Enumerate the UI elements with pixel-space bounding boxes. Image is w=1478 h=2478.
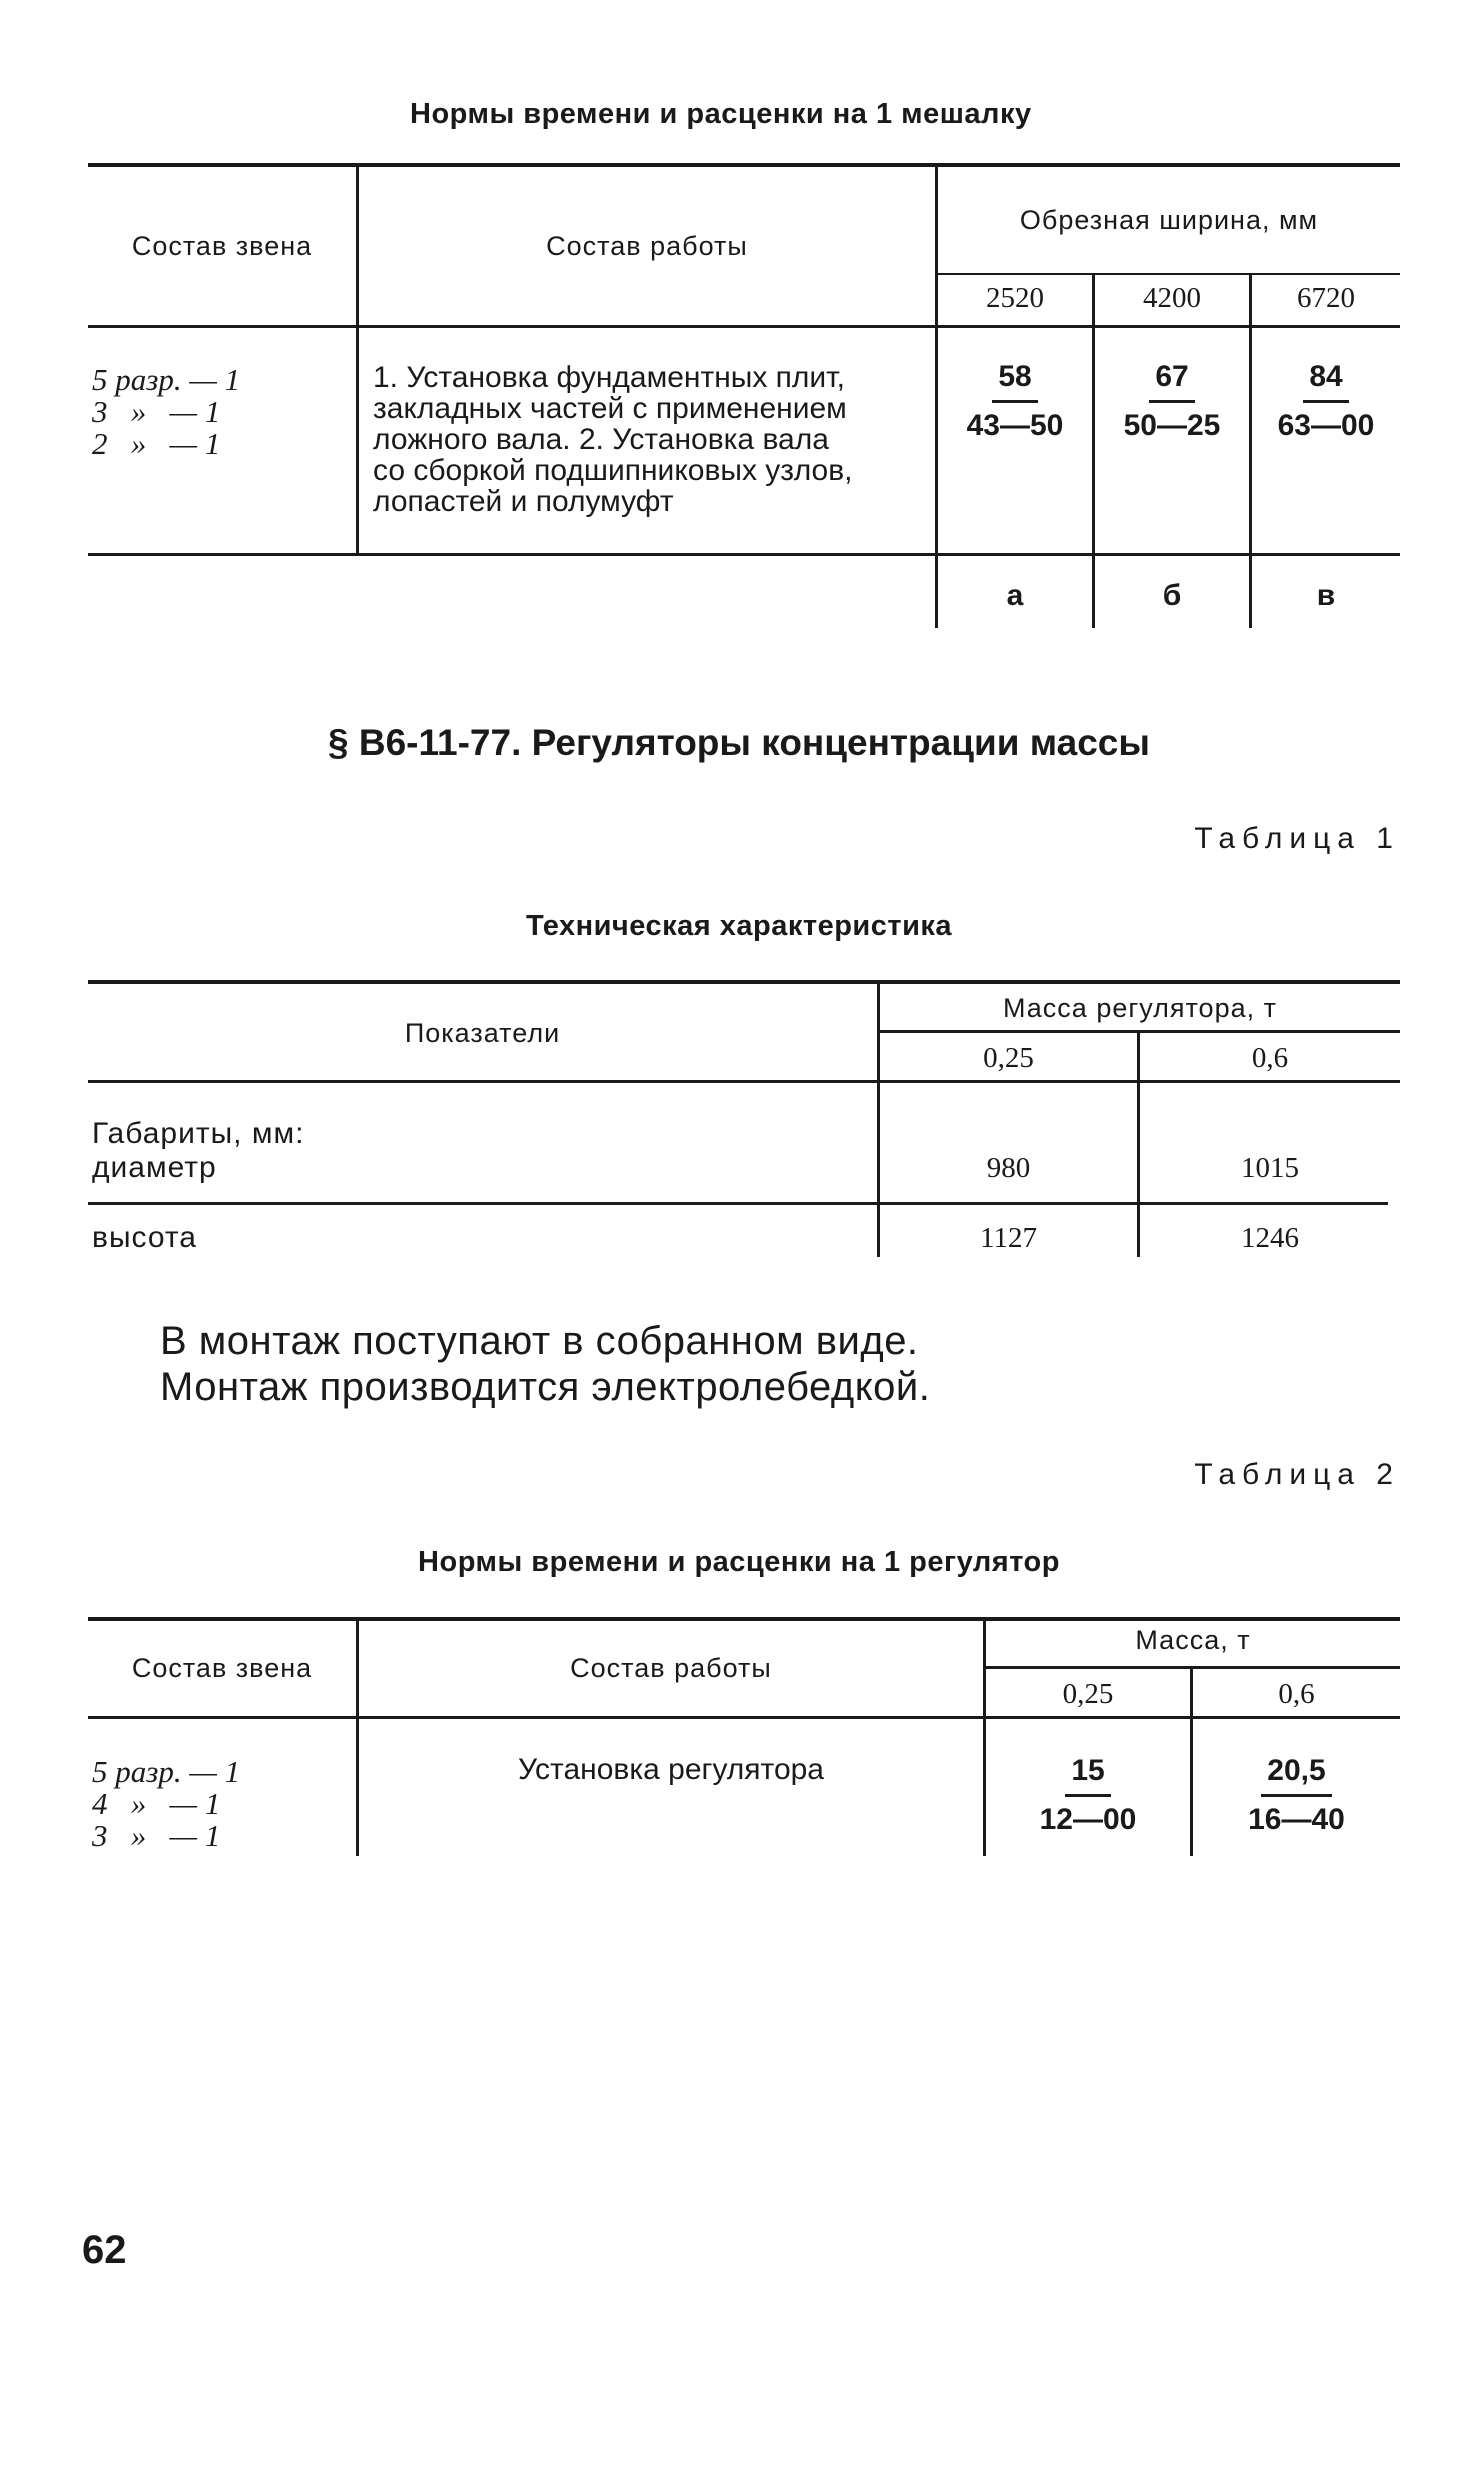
work-line: закладных частей с применением	[373, 392, 847, 425]
width-header: 6720	[1297, 282, 1355, 314]
norm-fraction	[986, 1754, 1190, 1837]
col-header-indicators: Показатели	[404, 1018, 561, 1048]
col-header-mass: Масса регулятора, т	[1003, 993, 1277, 1023]
top-table-rule	[88, 553, 1400, 556]
table2-label: Таблица 2	[1194, 1458, 1400, 1491]
norm-fraction	[1252, 360, 1400, 443]
height-value: 1246	[1241, 1222, 1299, 1254]
table2-rule	[88, 1716, 1400, 1719]
top-table-rule	[938, 273, 1400, 275]
col-header-width: Обрезная ширина, мм	[1019, 205, 1319, 235]
page-number: 62	[82, 2228, 127, 2272]
crew-line: 5 разр. — 1	[92, 362, 241, 397]
crew-line: 2 » — 1	[92, 426, 221, 461]
norm-fraction	[1193, 1754, 1400, 1837]
norm-rate: 43—50	[966, 409, 1064, 442]
table1-title: Техническая характеристика	[525, 910, 953, 942]
work-line: ложного вала. 2. Установка вала	[373, 423, 829, 456]
height-value: 1127	[980, 1222, 1037, 1254]
row-label-group: Габариты, мм:	[92, 1117, 305, 1150]
table1-rule	[88, 980, 1400, 984]
mass-header: 0,25	[983, 1042, 1034, 1074]
norm-fraction	[1095, 360, 1249, 443]
col-header-mass: Масса, т	[1135, 1625, 1251, 1655]
top-table-rule	[88, 163, 1400, 167]
column-letter: а	[1006, 579, 1024, 612]
top-table-divider	[356, 165, 359, 555]
work-line: 1. Установка фундаментных плит,	[373, 361, 845, 394]
width-header: 2520	[986, 282, 1044, 314]
work-line: лопастей и полумуфт	[373, 485, 674, 518]
table1-rule	[88, 1202, 1388, 1205]
norm-rate: 16—40	[1248, 1803, 1345, 1836]
table2-rule	[986, 1666, 1400, 1669]
norm-time: 58	[992, 360, 1037, 403]
crew-line: 4 » — 1	[92, 1786, 221, 1821]
col-header-work: Состав работы	[546, 231, 748, 261]
work-line: со сборкой подшипниковых узлов,	[373, 454, 853, 487]
col-header-crew: Состав звена	[131, 231, 313, 261]
table1-rule	[880, 1030, 1400, 1033]
norm-fraction	[938, 360, 1092, 443]
norm-time: 20,5	[1261, 1754, 1331, 1797]
norm-rate: 12—00	[1039, 1803, 1137, 1836]
crew-line: 3 » — 1	[92, 394, 221, 429]
table1-label: Таблица 1	[1194, 822, 1400, 855]
crew-line: 3 » — 1	[92, 1818, 221, 1853]
top-table-divider	[1249, 275, 1252, 628]
mass-header: 0,6	[1278, 1678, 1315, 1710]
norm-rate: 63—00	[1277, 409, 1375, 442]
col-header-crew: Состав звена	[131, 1653, 313, 1683]
crew-line: 5 разр. — 1	[92, 1754, 241, 1789]
top-table-rule	[88, 325, 1400, 328]
norm-rate: 50—25	[1123, 409, 1221, 442]
row-label-height: высота	[92, 1221, 197, 1254]
installation-note	[160, 1318, 930, 1410]
table2-title: Нормы времени и расценки на 1 регулятор	[418, 1546, 1060, 1578]
note-line: Монтаж производится электролебедкой.	[160, 1365, 931, 1409]
table1-rule	[88, 1080, 1400, 1083]
top-table-divider	[1092, 275, 1095, 628]
mass-header: 0,6	[1251, 1042, 1289, 1074]
top-table-title: Нормы времени и расценки на 1 мешалку	[410, 98, 1032, 130]
norm-time: 67	[1149, 360, 1194, 403]
column-letter: в	[1316, 579, 1336, 612]
section-title: § В6-11-77. Регуляторы концентрации массы	[328, 722, 1150, 763]
diameter-value: 980	[986, 1152, 1031, 1184]
mass-header: 0,25	[1062, 1678, 1114, 1710]
work-description: Установка регулятора	[518, 1753, 824, 1786]
work-description	[373, 362, 925, 517]
col-header-work: Состав работы	[570, 1653, 772, 1683]
diameter-value: 1015	[1241, 1152, 1299, 1184]
width-header: 4200	[1143, 282, 1201, 314]
row-label-diameter: диаметр	[92, 1151, 217, 1184]
column-letter: б	[1162, 579, 1182, 612]
note-line: В монтаж поступают в собранном виде.	[160, 1319, 919, 1363]
table2-rule	[88, 1617, 1400, 1621]
norm-time: 84	[1303, 360, 1348, 403]
norm-time: 15	[1065, 1754, 1110, 1797]
